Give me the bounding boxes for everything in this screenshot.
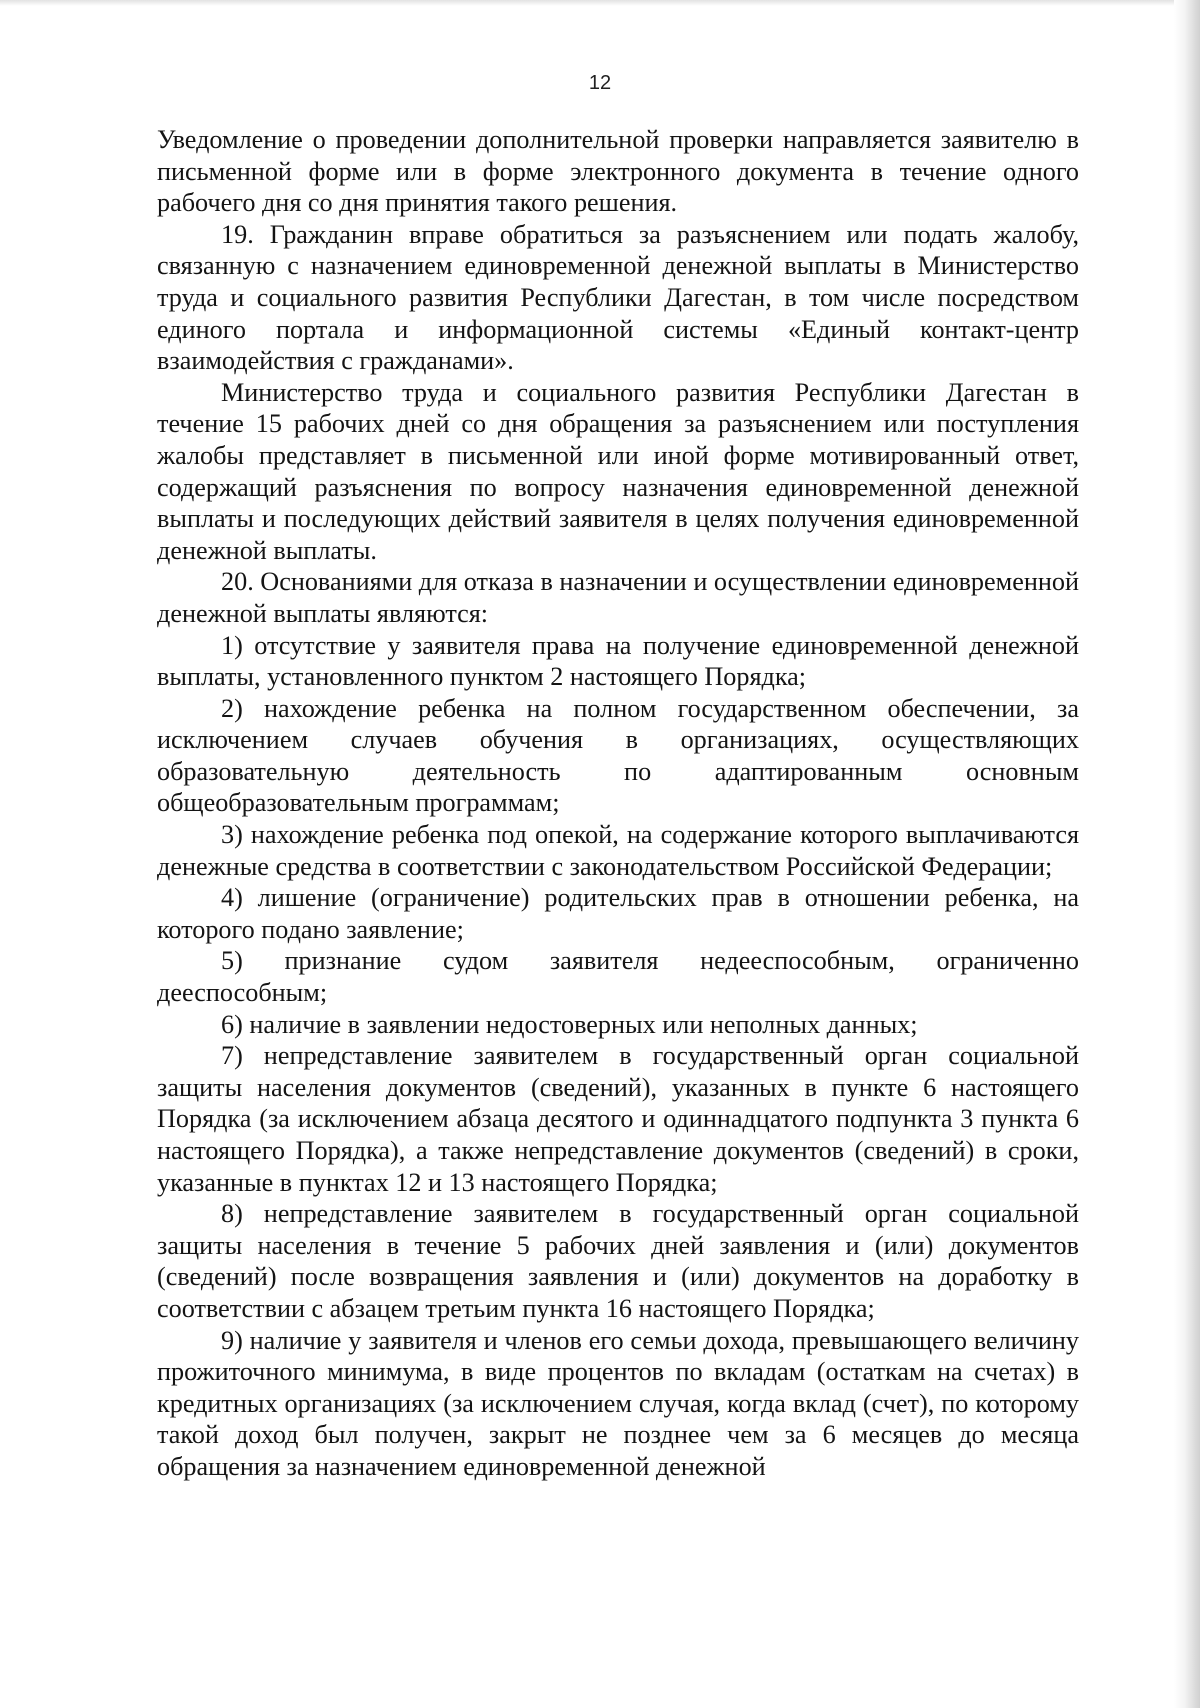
page-number: 12 xyxy=(588,72,612,94)
paragraph-19: 19. Гражданин вправе обратиться за разъяснением или подать жалобу, связанную с назначением единовременной денежной выплаты в Министерство труда и социального развития Республики Дагестан, в том числе посредством единого портала и информационной системы «Единый контакт-центр взаимодействия с гражданами». xyxy=(157,219,1079,376)
paragraph-notification: Уведомление о проведении дополнительной проверки направляется заявителю в письменной форме или в форме электронного документа в течение одного рабочего дня со дня принятия такого решения. xyxy=(157,125,1079,218)
list-item-2: 2) нахождение ребенка на полном государственном обеспечении, за исключением случаев обучения в организациях, осуществляющих образовательную деятельность по адаптированным основным общеобразовательным программам; xyxy=(157,693,1079,818)
list-item-4: 4) лишение (ограничение) родительских прав в отношении ребенка, на которого подано заявление; xyxy=(157,883,1079,944)
paragraph-ministry-response: Министерство труда и социального развития Республики Дагестан в течение 15 рабочих дней со дня обращения за разъяснением или поступления жалобы представляет в письменной или иной форме мотивированный ответ, содержащий разъяснения по вопросу назначения единовременной денежной выплаты и последующих действий заявителя в целях получения единовременной денежной выплаты. xyxy=(157,377,1079,565)
list-item-8: 8) непредставление заявителем в государственный орган социальной защиты населения в течение 5 рабочих дней заявления и (или) документов (сведений) после возвращения заявления и (или) документов на доработку в соответствии с абзацем третьим пункта 16 настоящего Порядка; xyxy=(157,1199,1079,1323)
list-item-1: 1) отсутствие у заявителя права на получение единовременной денежной выплаты, установленного пунктом 2 настоящего Порядка; xyxy=(157,630,1079,692)
scan-top-edge xyxy=(0,0,1200,6)
list-item-7: 7) непредставление заявителем в государственный орган социальной защиты населения документов (сведений), указанных в пункте 6 настоящего Порядка (за исключением абзаца десятого и одиннадцатого подпункта 3 пункта 6 настоящего Порядка), а также непредставление документов (сведений) в сроки, указанные в пунктах 12 и 13 настоящего Порядка; xyxy=(157,1041,1079,1197)
list-item-5: 5) признание судом заявителя недееспособным, ограниченно дееспособным; xyxy=(157,946,1079,1008)
list-item-6: 6) наличие в заявлении недостоверных или неполных данных; xyxy=(221,1009,918,1039)
scan-right-edge xyxy=(1174,0,1200,1708)
list-item-9: 9) наличие у заявителя и членов его семьи дохода, превышающего величину прожиточного минимума, в виде процентов по вкладам (остаткам на счетах) в кредитных организациях (за исключением случая, когда вклад (счет), по которому такой доход был получен, закрыт не позднее чем за 6 месяцев до месяца обращения за назначением единовременной денежной xyxy=(157,1325,1079,1481)
paragraph-20: 20. Основаниями для отказа в назначении и осуществлении единовременной денежной выплаты являются: xyxy=(157,567,1079,628)
list-item-3: 3) нахождение ребенка под опекой, на содержание которого выплачиваются денежные средства в соответствии с законодательством Российской Федерации; xyxy=(157,820,1079,881)
document-body xyxy=(157,124,1079,1483)
